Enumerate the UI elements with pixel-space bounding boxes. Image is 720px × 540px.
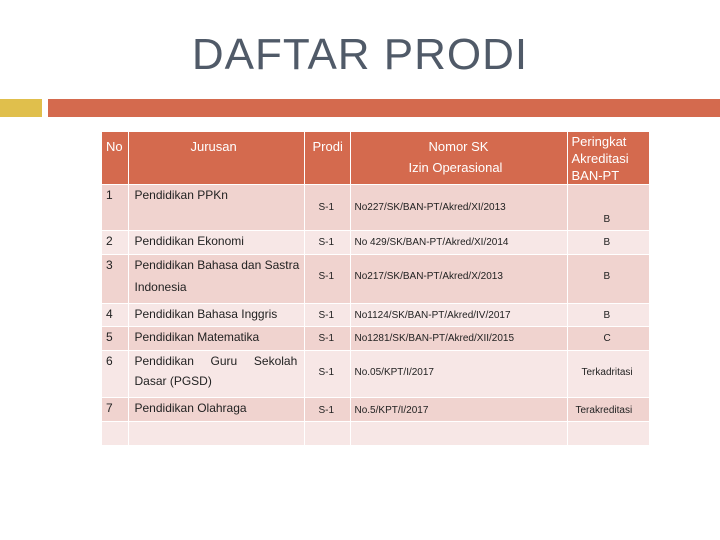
page-title: DAFTAR PRODI xyxy=(191,30,529,79)
table-row: 2 Pendidikan Ekonomi S-1 No 429/SK/BAN-PT/Akred/XI/2014 B xyxy=(102,231,649,255)
table-row: 5 Pendidikan Matematika S-1 No1281/SK/BAN-PT/Akred/XII/2015 C xyxy=(102,327,649,351)
accent-bar xyxy=(48,99,720,117)
table-row: 1 Pendidikan PPKn S-1 No227/SK/BAN-PT/Akred/XI/2013 B xyxy=(102,185,649,231)
table-row: 3 Pendidikan Bahasa dan Sastra Indonesia S-1 No217/SK/BAN-PT/Akred/X/2013 B xyxy=(102,255,649,304)
header-no: No xyxy=(102,132,128,185)
header-jurusan: Jurusan xyxy=(128,132,304,185)
table-row: 6 Pendidikan Guru Sekolah Dasar (PGSD) S-1 No.05/KPT/I/2017 Terkadritasi xyxy=(102,351,649,398)
table-row: 7 Pendidikan Olahraga S-1 No.5/KPT/I/2017 Terakreditasi xyxy=(102,398,649,422)
table-header xyxy=(102,132,649,185)
prodi-table xyxy=(102,132,650,446)
header-peringkat: Peringkat Akreditasi BAN-PT xyxy=(567,132,649,185)
table-row-empty xyxy=(102,422,649,446)
header-nomor-sk: Nomor SK Izin Operasional xyxy=(350,132,567,185)
header-prodi: Prodi xyxy=(304,132,350,185)
accent-block xyxy=(0,99,42,117)
table-row: 4 Pendidikan Bahasa Inggris S-1 No1124/SK/BAN-PT/Akred/IV/2017 B xyxy=(102,304,649,327)
